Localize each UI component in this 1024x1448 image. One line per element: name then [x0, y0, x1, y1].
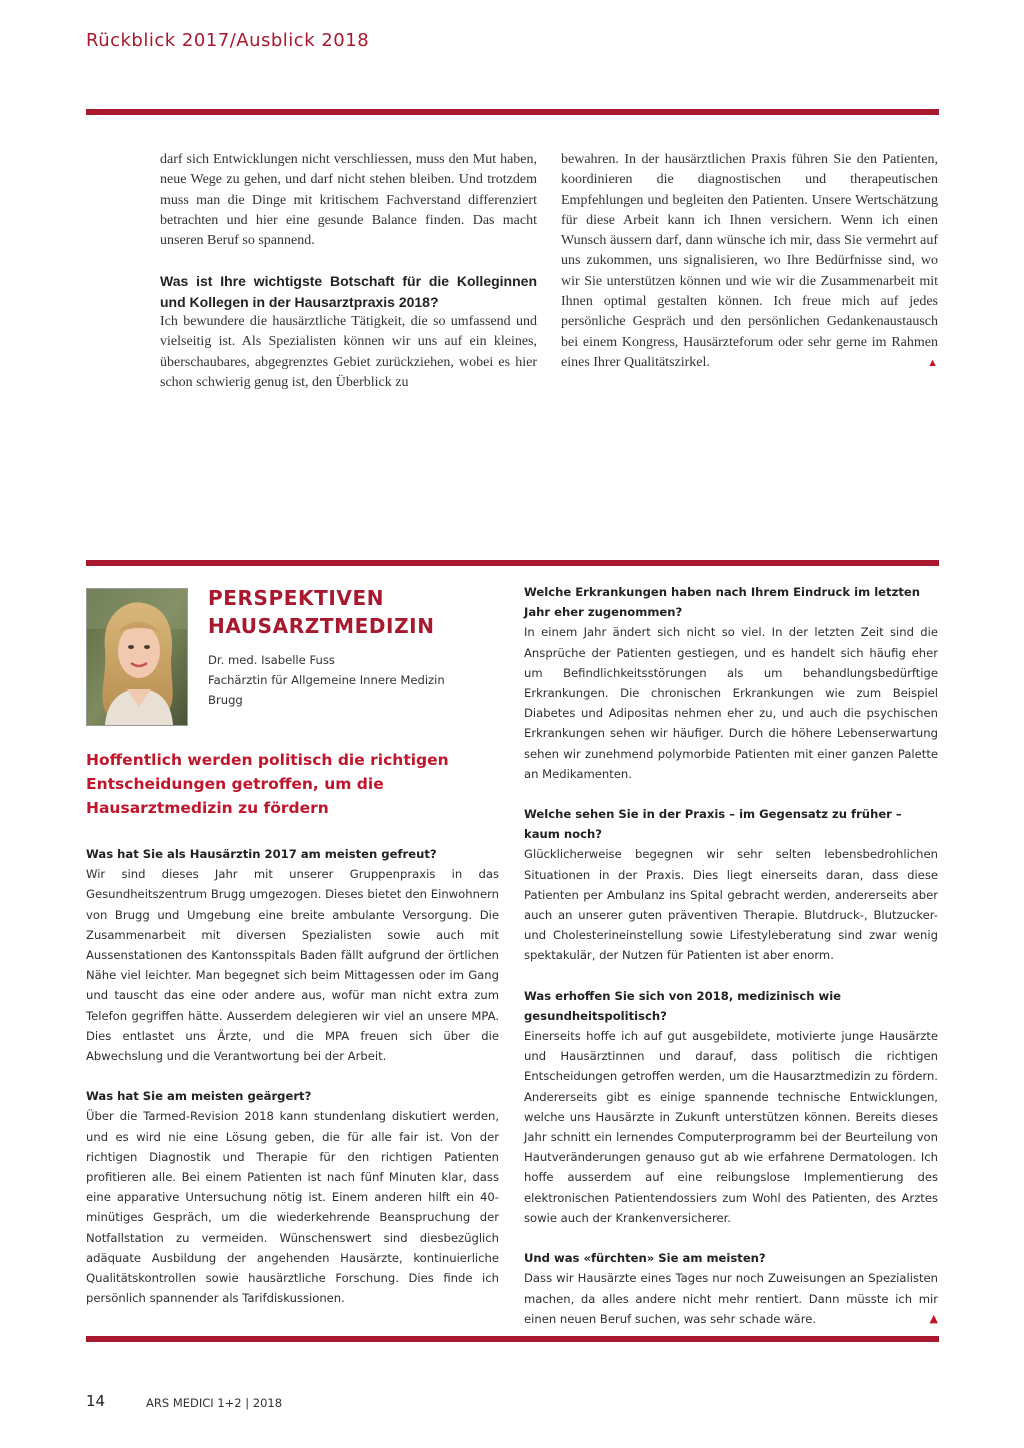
- top-right-text: bewahren. In der hausärztlichen Praxis führen Sie den Patienten, koordinieren die diagnostischen und therapeutischen Empfehlungen und begleiten den Patienten. Unsere Wertschätzung für diese Arbeit kann ich Ihnen versichern. Wenn ich einen Wunsch äussern darf, dann wünsche ich mir, dass Sie vermehrt auf uns zukommen, uns signalisieren, wo Ihre Bedürfnisse sind, wo wir Sie unterstützen können und wie wir die Zusammenarbeit mit Ihnen optimal gestalten können. Ich freue mich auf jedes persönliche Gespräch und den persönlichen Gedankenaustausch bei einem Kongress, Hausärzteforum oder sehr gerne im Rahmen eines Ihrer Qualitätszirkel.: [561, 152, 938, 370]
- question-3: Welche Erkrankungen haben nach Ihrem Eindruck im letzten Jahr eher zugenommen?: [524, 585, 920, 620]
- author-portrait-image: [87, 589, 187, 725]
- running-head: Rückblick 2017/Ausblick 2018: [86, 30, 370, 51]
- top-left-column: [160, 150, 537, 393]
- answer-6-text: Dass wir Hausärzte eines Tages nur noch Zuweisungen an Spezialisten machen, da alles andere nicht mehr rentiert. Dann müsste ich mir einen neuen Beruf suchen, was sehr schade wäre.: [524, 1271, 938, 1326]
- publication-info: ARS MEDICI 1+2 | 2018: [146, 1396, 283, 1410]
- question-6: Und was «fürchten» Sie am meisten?: [524, 1251, 766, 1266]
- answer-1: Wir sind dieses Jahr mit unserer Gruppenpraxis in das Gesundheitszentrum Brugg umgezogen. Dieses bietet den Einwohnern von Brugg und Umgebung eine breite ambulante Versorgung. Die Zusammenarbeit mit diversen Spezialisten sowie auch mit Aussenstationen des Kantonsspitals Baden fällt aufgrund der örtlichen Nähe viel leichter. Man begegnet sich beim Mittagessen oder im Gang und tauscht das eine oder andere aus, wofür man nicht extra zum Telefon gegriffen hätte. Ausserdem delegieren wir viel an unsere MPA. Dies entlastet uns Ärzte, und die MPA freuen sich über die Abwechslung und die Verantwortung bei der Arbeit.: [86, 867, 499, 1064]
- author-role: Fachärztin für Allgemeine Innere Medizin: [208, 673, 445, 687]
- top-left-paragraph-1: darf sich Entwicklungen nicht verschliessen, muss den Mut haben, neue Wege zu gehen, und darf nicht stehen bleiben. Und trotzdem muss man die Dinge mit kritischem Fachverstand differenziert betrachten und hier eine gesunde Balance finden. Das macht unseren Beruf so spannend.: [160, 152, 537, 249]
- page-number: 14: [86, 1392, 106, 1410]
- answer-5: Einerseits hoffe ich auf gut ausgebildete, motivierte junge Hausärzte und Hausärztinnen und darauf, dass politisch die richtigen Entscheidungen getroffen werden, um die Hausarztmedizin zu fördern. Andererseits gibt es einige spannende technische Entwicklungen, welche uns Hausärzte in Zukunft unterstützen können. Bereits dieses Jahr schnitt ein lernendes Computerprogramm bei der Beurteilung von Hautveränderungen genauso gut ab wie erfahrene Dermatologen. Ich hoffe ausserdem auf eine reibungslose Implementierung des elektronischen Patientendossiers zum Wohl des Patienten, des Arztes sowie auch der Krankenversicherer.: [524, 1029, 938, 1225]
- question-2: Was hat Sie am meisten geärgert?: [86, 1089, 312, 1104]
- top-divider: [86, 109, 939, 115]
- answer-3: In einem Jahr ändert sich nicht so viel. In der letzten Zeit sind die Ansprüche der Patienten gestiegen, und es handelt sich häufig eher um Befindlichkeitsstörungen als um behandlungsbedürftige Erkrankungen. Die chronischen Erkrankungen wie zum Beispiel Diabetes und Adipositas nehmen eher zu, und auch die psychischen Erkrankungen sehen wir häufiger. Durch die höhere Lebenserwartung sehen wir zunehmend polymorbide Patienten mit einer ganzen Palette an Medikamenten.: [524, 625, 938, 781]
- bottom-divider: [86, 1336, 939, 1342]
- author-photo: [86, 588, 188, 726]
- interview-left-column: [86, 844, 499, 1308]
- author-place: Brugg: [208, 693, 243, 707]
- top-left-paragraph-2: Ich bewundere die hausärztliche Tätigkeit, die so umfassend und vielseitig ist. Als Spezialisten können wir uns auf ein kleines, überschaubares, abgegrenztes Gebiet zurückziehen, wobei es hier schon schwierig genug ist, den Überblick zu: [160, 314, 537, 390]
- top-right-paragraph: [561, 150, 938, 373]
- interview-lead: Hoffentlich werden politisch die richtigen Entscheidungen getroffen, um die Hausarztmedizin zu fördern: [86, 751, 449, 817]
- answer-4: Glücklicherweise begegnen wir sehr selten lebensbedrohlichen Situationen in der Praxis. Dies liegt einerseits daran, dass diese Patienten per Ambulanz ins Spital gebracht werden, andererseits aber auch an unserer guten präventiven Therapie. Blutdruck-, Blutzucker- und Cholesterineinstellung sowie Lifestyleberatung sind zwar wenig spektakulär, der Nutzen für Patienten ist aber enorm.: [524, 847, 938, 963]
- answer-2: Über die Tarmed-Revision 2018 kann stundenlang diskutiert werden, und es wird nie eine Lösung geben, die für alle fair ist. Von der richtigen Diagnostik und Therapie für den richtigen Patienten profitieren alle. Bei einem Patienten ist nach fünf Minuten klar, dass eine apparative Untersuchung nötig ist. Einem anderen hilft ein 40-minütiges Gespräch, um die wiederkehrende Beanspruchung der Notfallstation zu vermeiden. Wünschenswert sind diesbezüglich adäquate Ausbildung der angehenden Hausärzte, kontinuierliche Qualitätskontrollen sowie hausärztliche Forschung. Dies finde ich persönlich spannender als Tarifdiskussionen.: [86, 1109, 499, 1306]
- interview-header: [208, 584, 508, 710]
- interview-divider: [86, 560, 939, 566]
- question-4: Welche sehen Sie in der Praxis – im Gegensatz zu früher – kaum noch?: [524, 807, 902, 842]
- section-title-line-2: HAUSARZTMEDIZIN: [208, 614, 435, 638]
- interview-right-column: [524, 582, 938, 1329]
- question-1: Was hat Sie als Hausärztin 2017 am meisten gefreut?: [86, 847, 437, 861]
- author-name: Dr. med. Isabelle Fuss: [208, 653, 335, 667]
- section-title-line-1: PERSPEKTIVEN: [208, 586, 385, 610]
- question-5: Was erhoffen Sie sich von 2018, medizinisch wie gesundheitspolitisch?: [524, 988, 842, 1023]
- end-mark-icon: ▲: [927, 356, 938, 369]
- answer-6: [524, 1268, 938, 1329]
- top-right-column: [561, 150, 938, 373]
- end-mark-icon: ▲: [929, 1311, 938, 1325]
- top-question: Was ist Ihre wichtigste Botschaft für die Kolleginnen und Kollegen in der Hausarztpraxis 2018?: [160, 273, 537, 310]
